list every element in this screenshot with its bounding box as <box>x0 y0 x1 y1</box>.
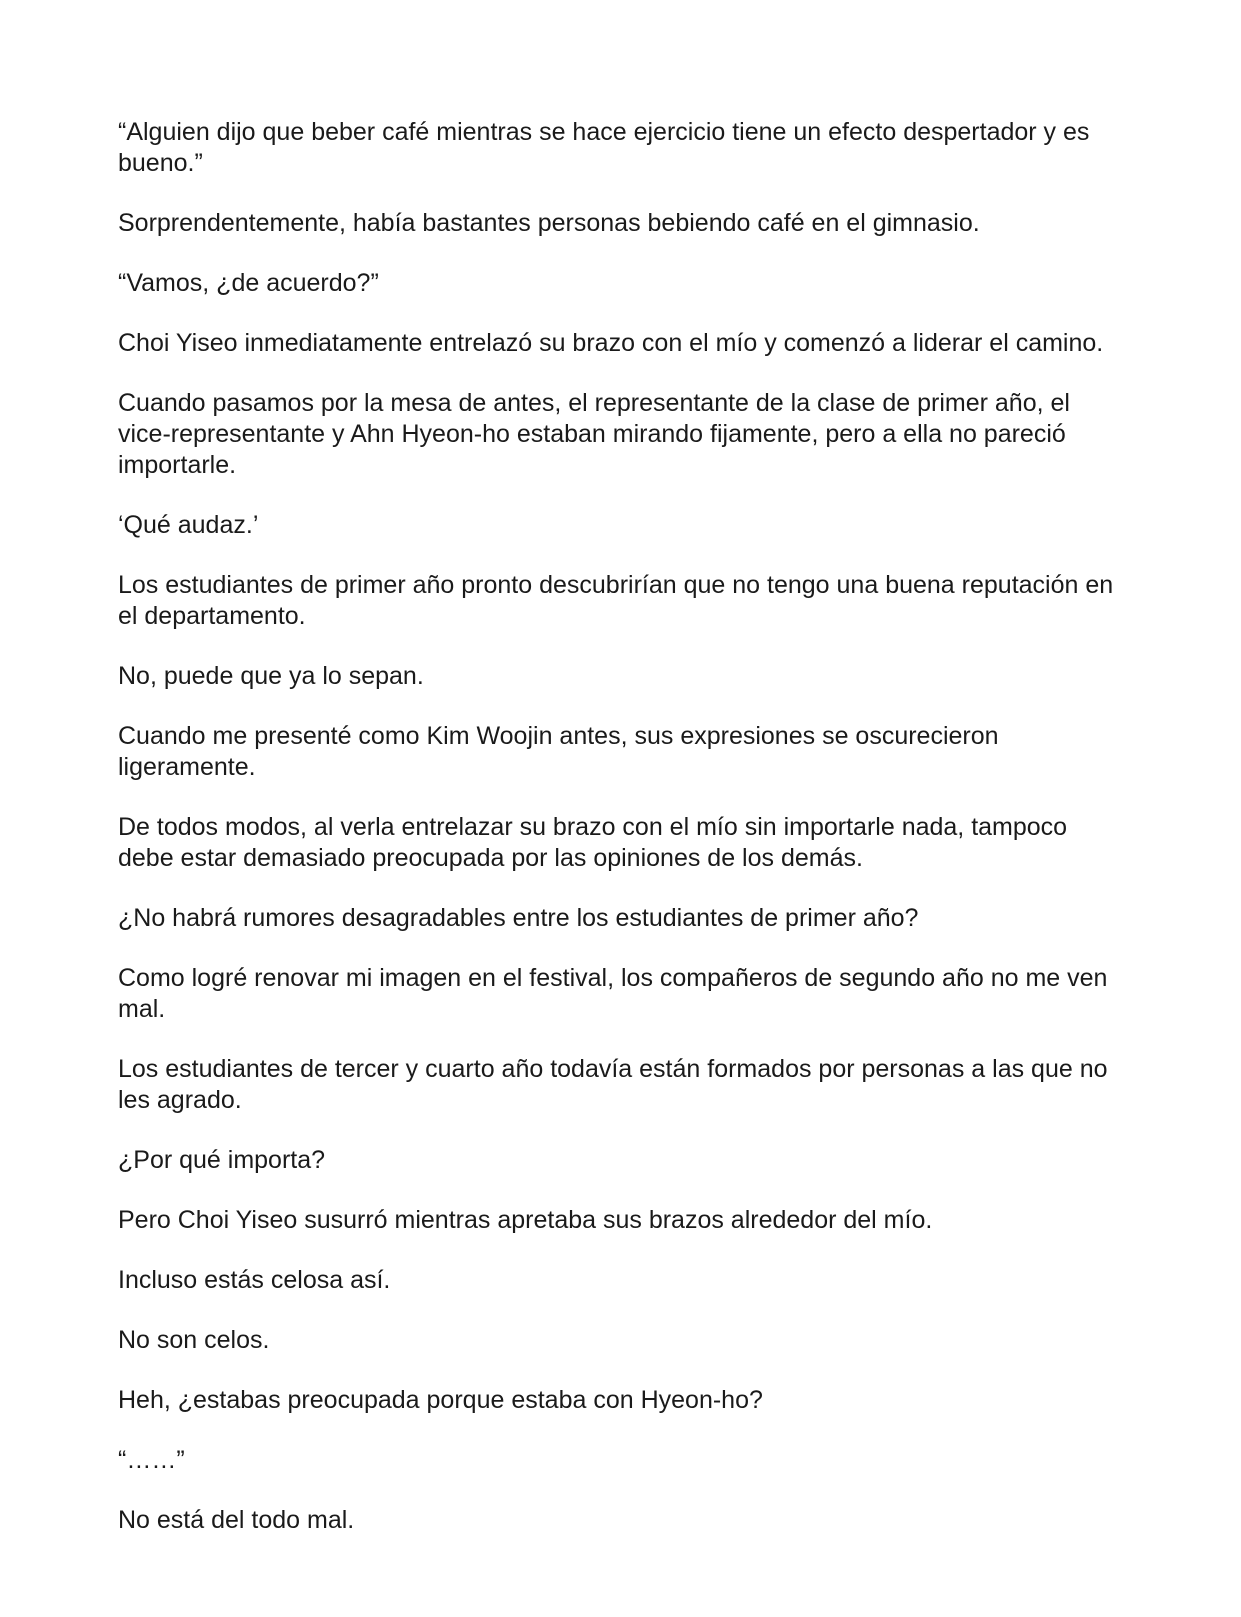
paragraph: Choi Yiseo inmediatamente entrelazó su brazo con el mío y comenzó a liderar el camino. <box>118 329 1104 357</box>
paragraph: Cuando pasamos por la mesa de antes, el representante de la clase de primer año, el vice-representante y Ahn Hyeon-ho estaban mirando fijamente, pero a ella no pareció importarle. <box>118 389 1070 479</box>
paragraph: De todos modos, al verla entrelazar su brazo con el mío sin importarle nada, tampoco debe estar demasiado preocupada por las opiniones de los demás. <box>118 813 1068 872</box>
paragraph: Pero Choi Yiseo susurró mientras apretaba sus brazos alrededor del mío. <box>118 1206 933 1234</box>
paragraph: No son celos. <box>118 1326 270 1354</box>
paragraph: Los estudiantes de primer año pronto descubrirían que no tengo una buena reputación en el departamento. <box>118 571 1114 630</box>
paragraph: ‘Qué audaz.’ <box>118 511 259 539</box>
paragraph: “Vamos, ¿de acuerdo?” <box>118 269 379 297</box>
paragraph: No, puede que ya lo sepan. <box>118 662 424 690</box>
paragraph: Heh, ¿estabas preocupada porque estaba con Hyeon-ho? <box>118 1386 763 1414</box>
paragraph: “Alguien dijo que beber café mientras se hace ejercicio tiene un efecto despertador y es bueno.” <box>118 118 1090 177</box>
paragraph: Sorprendentemente, había bastantes personas bebiendo café en el gimnasio. <box>118 209 980 237</box>
paragraph: ¿Por qué importa? <box>118 1146 326 1174</box>
paragraph: Cuando me presenté como Kim Woojin antes, sus expresiones se oscurecieron ligeramente. <box>118 722 999 781</box>
paragraph: “……” <box>118 1446 185 1474</box>
paragraph: Incluso estás celosa así. <box>118 1266 391 1294</box>
text-body <box>118 117 1128 1565</box>
paragraph: ¿No habrá rumores desagradables entre los estudiantes de primer año? <box>118 904 919 932</box>
paragraph: Como logré renovar mi imagen en el festival, los compañeros de segundo año no me ven mal. <box>118 964 1108 1023</box>
paragraph: Los estudiantes de tercer y cuarto año todavía están formados por personas a las que no les agrado. <box>118 1055 1108 1114</box>
paragraph: No está del todo mal. <box>118 1506 355 1534</box>
